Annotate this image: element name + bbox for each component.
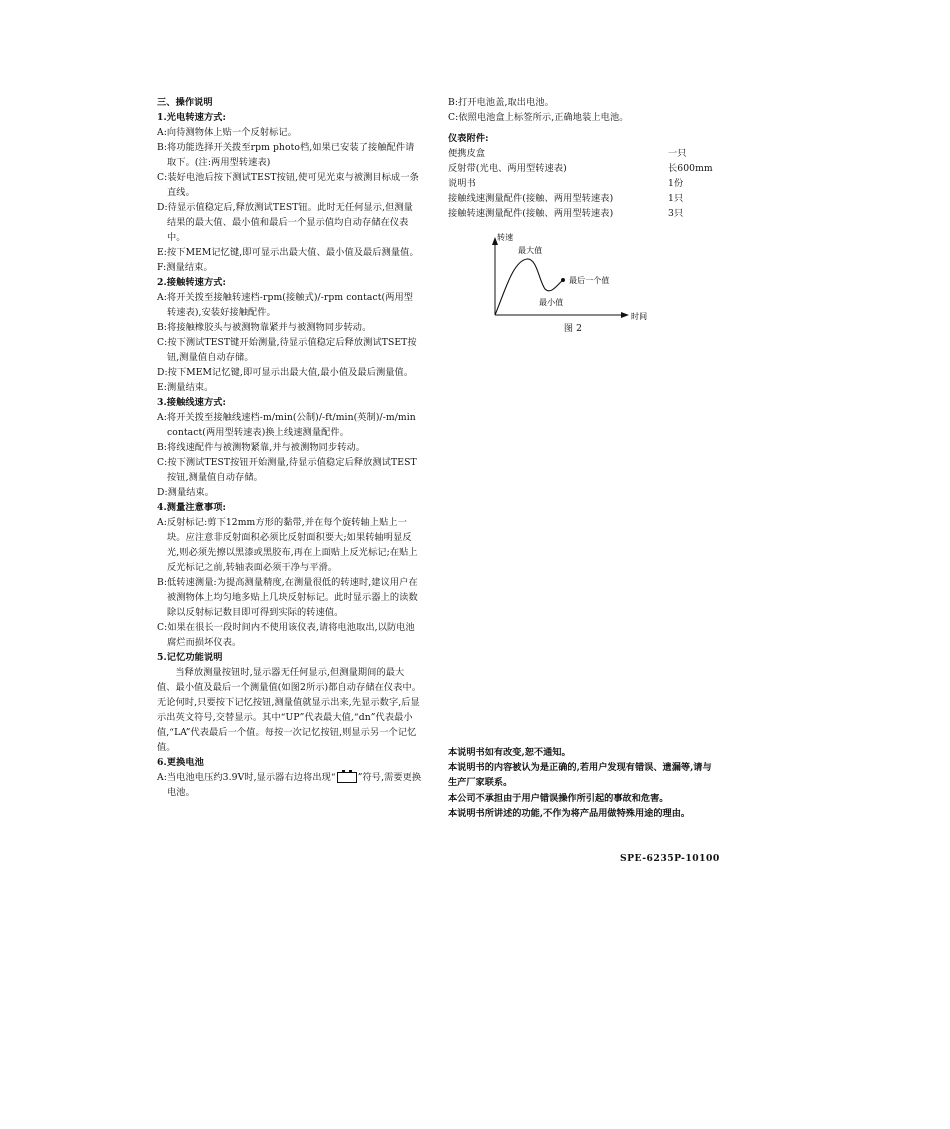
battery-text-post: ”符号,需要更换电池。 [167,772,422,798]
section-heading: 4.测量注意事项: [157,502,227,513]
accessory-name: 反射带(光电、两用型转速表) [448,163,567,174]
instruction-item: D:待显示值稳定后,释放测试TEST钮。此时无任何显示,但测量结果的最大值、最小值和最后一个显示值均自动存储在仪表中。 [157,202,413,243]
accessory-name: 便携皮盒 [448,148,486,159]
accessory-name: 接触转速测量配件(接触、两用型转速表) [448,208,614,219]
section-heading: 2.接触转速方式: [157,277,227,288]
last-label: 最后一个值 [569,276,610,285]
accessory-qty: 长600mm [668,163,713,174]
section-heading: 1.光电转速方式: [157,112,227,123]
accessory-qty: 1份 [668,178,684,189]
figure-2 [483,231,663,336]
instruction-item: E:测量结束。 [157,382,214,393]
accessory-row [448,161,718,176]
notice-line: 本公司不承担由于用户错误操作所引起的事故和危害。 [448,792,669,804]
instruction-item: C:装好电池后按下测试TEST按钮,使可见光束与被测目标成一条直线。 [157,172,419,198]
accessory-qty: 1只 [668,193,684,204]
right-column [448,95,718,336]
disclaimer-notes [448,745,718,821]
document-code: SPE-6235P-10100 [620,853,720,864]
accessory-qty: 3只 [668,208,684,219]
min-label: 最小值 [539,298,564,307]
accessory-row [448,176,718,191]
figure-caption: 图 2 [563,323,583,334]
instruction-item: B:将功能选择开关拨至rpm photo档,如果已安装了接触配件请取下。(注:两用型转速表) [157,142,415,168]
left-column [157,95,422,800]
instruction-item: D:按下MEM记忆键,即可显示出最大值,最小值及最后测量值。 [157,367,414,378]
instruction-item: A:向待测物体上贴一个反射标记。 [157,127,297,138]
x-axis-arrow [621,312,629,318]
section-heading: 3.接触线速方式: [157,397,227,408]
instruction-item: A:将开关拨至接触线速档-m/min(公制)/-ft/min(英制)/-m/min contact(两用型转速表)换上线速测量配件。 [157,412,416,438]
accessory-row [448,206,718,221]
speed-time-graph [483,231,663,321]
instruction-item: B:低转速测量:为提高测量精度,在测量很低的转速时,建议用户在被测物体上均匀地多贴上几块反射标记。此时显示器上的读数除以反射标记数目即可得到实际的转速值。 [157,577,418,618]
section-heading: 三、操作说明 [157,97,213,108]
paragraph: 当释放测量按钮时,显示器无任何显示,但测量期间的最大值、最小值及最后一个测量值(如图2所示)都自动存储在仪表中。无论何时,只要按下记忆按钮,测量值就显示出来,先显示数字,后显示出英文符号,交替显示。其中“UP”代表最大值,“dn”代表最小值,“LA”代表最后一个值。每按一次记忆按钮,则显示另一个记忆值。 [157,667,422,753]
instruction-item: C:如果在很长一段时间内不使用该仪表,请将电池取出,以防电池腐烂而损坏仪表。 [157,622,415,648]
instruction-item: E:按下MEM记忆键,即可显示出最大值、最小值及最后测量值。 [157,247,419,258]
instruction-item: C:按下测试TEST按钮开始测量,待显示值稳定后释放测试TEST按钮,测量值自动存储。 [157,457,417,483]
battery-text-pre: A:当电池电压约3.9V时,显示器右边将出现“ [157,772,336,783]
battery-instruction [157,770,422,800]
instruction-item: C:按下测试TEST键开始测量,待显示值稳定后释放测试TSET按钮,测量值自动存储。 [157,337,417,363]
notice-line: 本说明书所讲述的功能,不作为将产品用做特殊用途的理由。 [448,807,691,819]
battery-icon [337,772,357,783]
last-value-dot [561,278,565,282]
instruction-item: B:将接触橡胶头与被测物靠紧并与被测物同步转动。 [157,322,372,333]
accessories-title: 仪表附件: [448,133,489,144]
accessory-qty: 一只 [668,148,687,159]
max-label: 最大值 [518,246,543,255]
instruction-item: F:测量结束。 [157,262,213,273]
notice-line: 本说明书如有改变,恕不通知。 [448,747,571,758]
battery-step-b: B:打开电池盖,取出电池。 [448,97,554,108]
instruction-item: A:将开关拨至接触转速档-rpm(接触式)/-rpm contact(两用型转速表),安装好接触配件。 [157,292,414,318]
accessory-name: 说明书 [448,178,476,189]
x-axis-label: 时间 [631,312,648,321]
accessories-list [448,146,718,221]
accessory-row [448,146,718,161]
instruction-item: A:反射标记:剪下12mm方形的黏带,并在每个旋转轴上贴上一块。应注意非反射面积必须比反射面积要大;如果转轴明显反光,则必须先擦以黑漆或黑胶布,再在上面贴上反光标记;在贴上反光标记之前,转轴表面必须干净与平滑。 [157,517,418,573]
battery-step-c: C:依照电池盒上标签所示,正确地装上电池。 [448,112,629,123]
accessory-name: 接触线速测量配件(接触、两用型转速表) [448,193,614,204]
instruction-item: D:测量结束。 [157,487,215,498]
accessory-row [448,191,718,206]
section-heading: 5.记忆功能说明 [157,652,223,663]
section-heading: 6.更换电池 [157,757,204,768]
instruction-item: B:将线速配件与被测物紧靠,并与被测物同步转动。 [157,442,366,453]
y-axis-label: 转速 [497,233,514,242]
notice-line: 本说明书的内容被认为是正确的,若用户发现有错误、遗漏等,请与生产厂家联系。 [448,762,712,789]
